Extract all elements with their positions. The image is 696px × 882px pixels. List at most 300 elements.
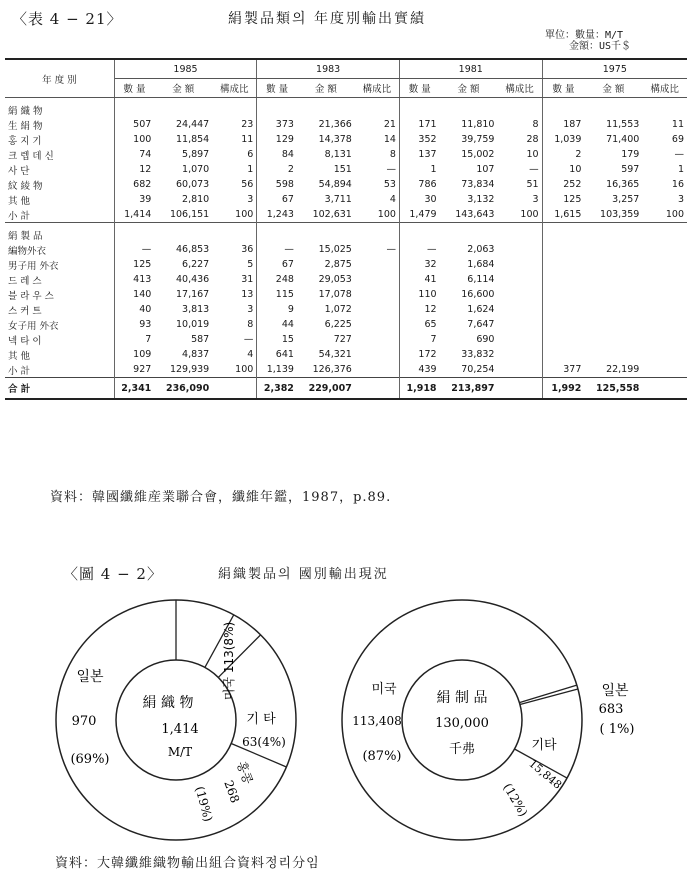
table-cell: 100: [235, 364, 254, 375]
table-cell: 32: [399, 257, 439, 272]
table-cell: 129,939: [169, 364, 210, 375]
table-cell: 3,711: [324, 194, 352, 205]
table-cell: [642, 257, 687, 272]
table-cell: 21,366: [318, 119, 352, 130]
left-hk-pct: (19%): [192, 784, 216, 824]
table-cell: [584, 302, 642, 317]
table-cell: 14: [383, 134, 396, 145]
table-row: [5, 132, 687, 147]
empty-cell: [154, 223, 212, 243]
empty-cell: [355, 98, 400, 118]
column-subheader: 數 量: [114, 79, 154, 98]
table-cell: 12: [399, 302, 439, 317]
row-label: 生 絹 物: [5, 117, 114, 132]
empty-cell: [297, 223, 355, 243]
total-cell: 229,007: [297, 378, 355, 400]
year-header: 1975: [542, 59, 687, 79]
table-cell: 21: [383, 119, 396, 130]
table-cell: 6,114: [467, 274, 495, 285]
table-cell: 100: [235, 209, 254, 220]
donut-charts: [0, 590, 696, 850]
table-cell: 1,039: [542, 132, 584, 147]
table-cell: [355, 317, 400, 332]
table-cell: 1: [677, 164, 684, 175]
table-cell: 33,832: [461, 349, 495, 360]
table-cell: 129: [257, 132, 297, 147]
column-subheader: 數 量: [399, 79, 439, 98]
table-cell: 100: [377, 209, 396, 220]
table-cell: 46,853: [175, 244, 210, 255]
table-cell: 16,600: [461, 289, 495, 300]
empty-cell: [399, 223, 439, 243]
total-cell: 1,992: [542, 378, 584, 400]
section-title: 絹 製 品: [5, 223, 114, 243]
table-cell: 67: [257, 192, 297, 207]
total-label: 合 計: [5, 378, 114, 400]
column-subheader: 構成比: [355, 79, 400, 98]
table-cell: 73,834: [461, 179, 495, 190]
table-cell: —: [386, 164, 396, 175]
row-label: 小 計: [5, 362, 114, 378]
total-cell: 2,382: [257, 378, 297, 400]
table-cell: 10: [542, 162, 584, 177]
unit-line-quantity: 單位：數量：M/T: [545, 30, 624, 41]
right-center-line2: 130,000: [435, 716, 489, 731]
table-cell: 927: [114, 362, 154, 378]
table-cell: [642, 272, 687, 287]
table-cell: 30: [399, 192, 439, 207]
table-cell: 13: [241, 289, 254, 300]
table-cell: 641: [257, 347, 297, 362]
table-source-note: 資料：韓國纖維産業聯合會，纖維年鑑，1987，p.89.: [50, 490, 392, 505]
table-cell: 143,643: [455, 209, 495, 220]
table-cell: [642, 317, 687, 332]
column-subheader: 金 額: [440, 79, 498, 98]
column-subheader: 數 量: [257, 79, 297, 98]
table-cell: 65: [399, 317, 439, 332]
table-row: [5, 117, 687, 132]
row-label: 男子用 外衣: [5, 257, 114, 272]
table-cell: 5,897: [182, 149, 210, 160]
table-cell: 17,078: [318, 289, 352, 300]
table-cell: [584, 272, 642, 287]
row-label: 女子用 外衣: [5, 317, 114, 332]
table-number: 〈表 4 − 21〉: [12, 10, 123, 28]
table-cell: [642, 362, 687, 378]
column-subheader: 構成比: [642, 79, 687, 98]
left-hk-name: 홍콩: [234, 759, 256, 786]
left-hk-value: 268: [221, 778, 243, 805]
table-cell: 6: [247, 149, 254, 160]
table-cell: 1: [399, 162, 439, 177]
empty-cell: [584, 223, 642, 243]
table-cell: 17,167: [175, 289, 210, 300]
row-label: 드 레 스: [5, 272, 114, 287]
table-row: [5, 332, 687, 347]
column-subheader: 金 額: [584, 79, 642, 98]
table-cell: 44: [257, 317, 297, 332]
table-cell: 7: [399, 332, 439, 347]
table-cell: 110: [399, 287, 439, 302]
table-cell: 28: [526, 134, 539, 145]
table-cell: 40,436: [175, 274, 210, 285]
table-cell: [497, 347, 542, 362]
empty-cell: [542, 223, 584, 243]
table-cell: —: [386, 244, 396, 255]
table-cell: 252: [542, 177, 584, 192]
table-cell: 4,837: [182, 349, 210, 360]
table-cell: 109: [114, 347, 154, 362]
table-cell: 3: [677, 194, 684, 205]
table-cell: 598: [257, 177, 297, 192]
table-cell: 125: [542, 192, 584, 207]
table-cell: [542, 257, 584, 272]
table-cell: 36: [241, 244, 254, 255]
year-header: 1983: [257, 59, 400, 79]
table-cell: [497, 272, 542, 287]
left-center-line1: 絹 織 物: [142, 695, 194, 711]
table-cell: 71,400: [606, 134, 640, 145]
table-cell: 1,684: [467, 259, 495, 270]
table-cell: 29,053: [318, 274, 352, 285]
table-cell: 682: [114, 177, 154, 192]
right-japan-value: 683: [598, 702, 624, 717]
table-cell: —: [257, 242, 297, 257]
figure-number: 〈圖 4 − 2〉: [63, 565, 163, 583]
table-cell: [497, 332, 542, 347]
right-usa-pct: (87%): [362, 749, 402, 764]
empty-cell: [642, 223, 687, 243]
row-label: 블 라 우 스: [5, 287, 114, 302]
table-cell: 23: [241, 119, 254, 130]
row-label: 其 他: [5, 192, 114, 207]
table-cell: 103,359: [600, 209, 640, 220]
table-cell: 727: [333, 334, 352, 345]
table-cell: 248: [257, 272, 297, 287]
table-cell: [497, 257, 542, 272]
left-center-line3: M/T: [167, 745, 193, 759]
table-cell: [355, 302, 400, 317]
empty-cell: [542, 98, 584, 118]
table-cell: 53: [383, 179, 396, 190]
table-cell: 3: [247, 304, 254, 315]
table-cell: 1,479: [399, 207, 439, 223]
row-label: 스 커 트: [5, 302, 114, 317]
table-cell: [584, 257, 642, 272]
table-cell: 100: [520, 209, 539, 220]
table-cell: 11,553: [606, 119, 640, 130]
table-cell: [542, 347, 584, 362]
empty-cell: [497, 223, 542, 243]
table-cell: 1,624: [467, 304, 495, 315]
column-subheader: 金 額: [297, 79, 355, 98]
total-cell: 125,558: [584, 378, 642, 400]
row-label: 크 렙 데 신: [5, 147, 114, 162]
right-other-pct: (12%): [500, 780, 531, 820]
table-cell: 9: [257, 302, 297, 317]
table-cell: 3,257: [612, 194, 640, 205]
table-cell: 15,002: [461, 149, 495, 160]
unit-note: [545, 30, 631, 52]
table-title: 絹製品類의 年度別輸出實績: [228, 11, 426, 27]
table-cell: 2: [542, 147, 584, 162]
row-label: 其 他: [5, 347, 114, 362]
table-cell: —: [243, 334, 254, 345]
table-row: [5, 317, 687, 332]
table-cell: 60,073: [175, 179, 210, 190]
table-cell: 70,254: [461, 364, 495, 375]
table-cell: [642, 287, 687, 302]
table-cell: [497, 242, 542, 257]
table-cell: 2,063: [467, 244, 495, 255]
table-row: [5, 302, 687, 317]
total-cell: [642, 378, 687, 400]
table-cell: [497, 287, 542, 302]
table-cell: 54,321: [318, 349, 352, 360]
table-cell: [542, 272, 584, 287]
table-cell: [497, 302, 542, 317]
empty-cell: [154, 98, 212, 118]
left-japan-name: 일본: [76, 669, 104, 685]
table-cell: [355, 332, 400, 347]
table-cell: [642, 332, 687, 347]
table-cell: 179: [621, 149, 640, 160]
right-other-value: 15,848: [526, 756, 565, 792]
table-cell: 5: [247, 259, 254, 270]
table-cell: 786: [399, 177, 439, 192]
table-cell: 2: [257, 162, 297, 177]
right-center-line3: 千弗: [448, 742, 476, 757]
row-label: 사 단: [5, 162, 114, 177]
table-cell: 102,631: [312, 209, 352, 220]
table-cell: 507: [114, 117, 154, 132]
table-cell: 1,139: [257, 362, 297, 378]
table-cell: 100: [114, 132, 154, 147]
table-cell: 2,875: [324, 259, 352, 270]
table-cell: [584, 347, 642, 362]
table-cell: [642, 242, 687, 257]
table-cell: 1,070: [182, 164, 210, 175]
empty-cell: [114, 223, 154, 243]
table-cell: 7: [114, 332, 154, 347]
row-label: 紋 綾 物: [5, 177, 114, 192]
table-cell: 39,759: [461, 134, 495, 145]
table-cell: [584, 317, 642, 332]
table-row: [5, 147, 687, 162]
table-cell: [497, 362, 542, 378]
slice-boundary-기타: [520, 689, 578, 705]
table-cell: 11: [671, 119, 684, 130]
table-row: [5, 162, 687, 177]
table-cell: 1: [247, 164, 254, 175]
table-cell: 24,447: [175, 119, 210, 130]
table-cell: 7,647: [467, 319, 495, 330]
table-row: [5, 362, 687, 378]
table-cell: [542, 317, 584, 332]
table-cell: 40: [114, 302, 154, 317]
table-cell: —: [114, 242, 154, 257]
year-header: 1985: [114, 59, 257, 79]
table-cell: 10: [526, 149, 539, 160]
table-cell: 15: [257, 332, 297, 347]
table-cell: 2,810: [182, 194, 210, 205]
figure-source-note: 資料：大韓纖維織物輸出組合資料정리分임: [55, 856, 320, 871]
empty-cell: [355, 223, 400, 243]
total-cell: [355, 378, 400, 400]
table-cell: 3: [532, 194, 539, 205]
table-cell: 15,025: [318, 244, 352, 255]
export-table: [5, 58, 687, 400]
table-cell: 587: [191, 334, 210, 345]
row-label: 編物外衣: [5, 242, 114, 257]
table-cell: 439: [399, 362, 439, 378]
table-row: [5, 207, 687, 223]
table-row: [5, 272, 687, 287]
table-cell: 8,131: [324, 149, 352, 160]
table-cell: 54,894: [318, 179, 352, 190]
total-row: [5, 378, 687, 400]
column-subheader: 構成比: [212, 79, 257, 98]
table-cell: [584, 332, 642, 347]
empty-cell: [212, 98, 257, 118]
year-header: 1981: [399, 59, 542, 79]
row-label: 小 計: [5, 207, 114, 223]
table-cell: 84: [257, 147, 297, 162]
left-japan-value: 970: [71, 714, 97, 729]
table-cell: 67: [257, 257, 297, 272]
table-cell: 413: [114, 272, 154, 287]
table-cell: 16: [671, 179, 684, 190]
table-cell: 597: [621, 164, 640, 175]
right-japan-name: 일본: [601, 683, 629, 699]
table-cell: 3,813: [182, 304, 210, 315]
left-other-name: 기 타: [246, 712, 276, 727]
row-label: 넥 타 이: [5, 332, 114, 347]
table-cell: 14,378: [318, 134, 352, 145]
table-title-row: [0, 8, 696, 30]
figure-title-row: [0, 563, 696, 585]
table-cell: 69: [671, 134, 684, 145]
table-cell: 74: [114, 147, 154, 162]
empty-cell: [399, 98, 439, 118]
table-cell: 106,151: [169, 209, 210, 220]
total-cell: [212, 378, 257, 400]
table-cell: —: [399, 242, 439, 257]
table-cell: 16,365: [606, 179, 640, 190]
table-cell: [642, 347, 687, 362]
right-usa-name: 미국: [371, 682, 397, 697]
table-cell: 125: [114, 257, 154, 272]
table-cell: [542, 287, 584, 302]
donut-inner-ring: [116, 660, 236, 780]
table-cell: 1,072: [324, 304, 352, 315]
table-row: [5, 242, 687, 257]
table-cell: 8: [532, 119, 539, 130]
column-subheader: 構成比: [497, 79, 542, 98]
table-cell: 31: [241, 274, 254, 285]
table-cell: [542, 302, 584, 317]
table-row: [5, 287, 687, 302]
table-cell: 8: [389, 149, 396, 160]
empty-cell: [497, 98, 542, 118]
table-cell: [584, 242, 642, 257]
table-cell: 115: [257, 287, 297, 302]
left-other-value: 63(4%): [242, 735, 286, 749]
table-cell: 373: [257, 117, 297, 132]
unit-line-amount: 金額：US千＄: [569, 41, 632, 52]
empty-cell: [584, 98, 642, 118]
column-subheader: 數 量: [542, 79, 584, 98]
column-subheader: 金 額: [154, 79, 212, 98]
corner-header: 年 度 別: [5, 59, 114, 98]
table-cell: 51: [526, 179, 539, 190]
table-cell: 187: [542, 117, 584, 132]
table-cell: [542, 332, 584, 347]
table-cell: [355, 287, 400, 302]
table-cell: 4: [247, 349, 254, 360]
table-cell: 8: [247, 319, 254, 330]
table-cell: 4: [389, 194, 396, 205]
table-cell: 41: [399, 272, 439, 287]
table-cell: 151: [333, 164, 352, 175]
empty-cell: [297, 98, 355, 118]
empty-cell: [257, 223, 297, 243]
table-cell: 10,019: [175, 319, 210, 330]
table-cell: 172: [399, 347, 439, 362]
table-cell: 377: [542, 362, 584, 378]
table-cell: [584, 287, 642, 302]
empty-cell: [642, 98, 687, 118]
left-japan-pct: (69%): [70, 752, 110, 767]
table-row: [5, 192, 687, 207]
total-cell: 1,918: [399, 378, 439, 400]
table-cell: 56: [241, 179, 254, 190]
empty-cell: [440, 98, 498, 118]
left-usa-label: 미국 113(8%): [222, 621, 236, 701]
right-center-line1: 絹 制 品: [436, 690, 488, 706]
table-cell: 11: [241, 134, 254, 145]
table-cell: [642, 302, 687, 317]
total-cell: 236,090: [154, 378, 212, 400]
table-cell: 11,810: [461, 119, 495, 130]
left-center-line2: 1,414: [161, 722, 199, 737]
empty-cell: [114, 98, 154, 118]
table-cell: 171: [399, 117, 439, 132]
table-cell: [355, 257, 400, 272]
table-row: [5, 257, 687, 272]
table-cell: 11,854: [175, 134, 210, 145]
table-cell: 22,199: [606, 364, 640, 375]
table-cell: 1,243: [257, 207, 297, 223]
right-other-name: 기타: [531, 738, 557, 753]
table-cell: —: [674, 149, 684, 160]
table-row: [5, 347, 687, 362]
table-cell: 39: [114, 192, 154, 207]
table-cell: 3: [247, 194, 254, 205]
table-cell: [497, 317, 542, 332]
table-cell: —: [529, 164, 539, 175]
total-cell: 213,897: [440, 378, 498, 400]
empty-cell: [440, 223, 498, 243]
table-cell: 93: [114, 317, 154, 332]
table-cell: 107: [476, 164, 495, 175]
table-cell: 352: [399, 132, 439, 147]
empty-cell: [212, 223, 257, 243]
table-cell: [542, 242, 584, 257]
table-cell: 6,227: [182, 259, 210, 270]
right-usa-value: 113,408: [352, 714, 402, 728]
empty-cell: [257, 98, 297, 118]
